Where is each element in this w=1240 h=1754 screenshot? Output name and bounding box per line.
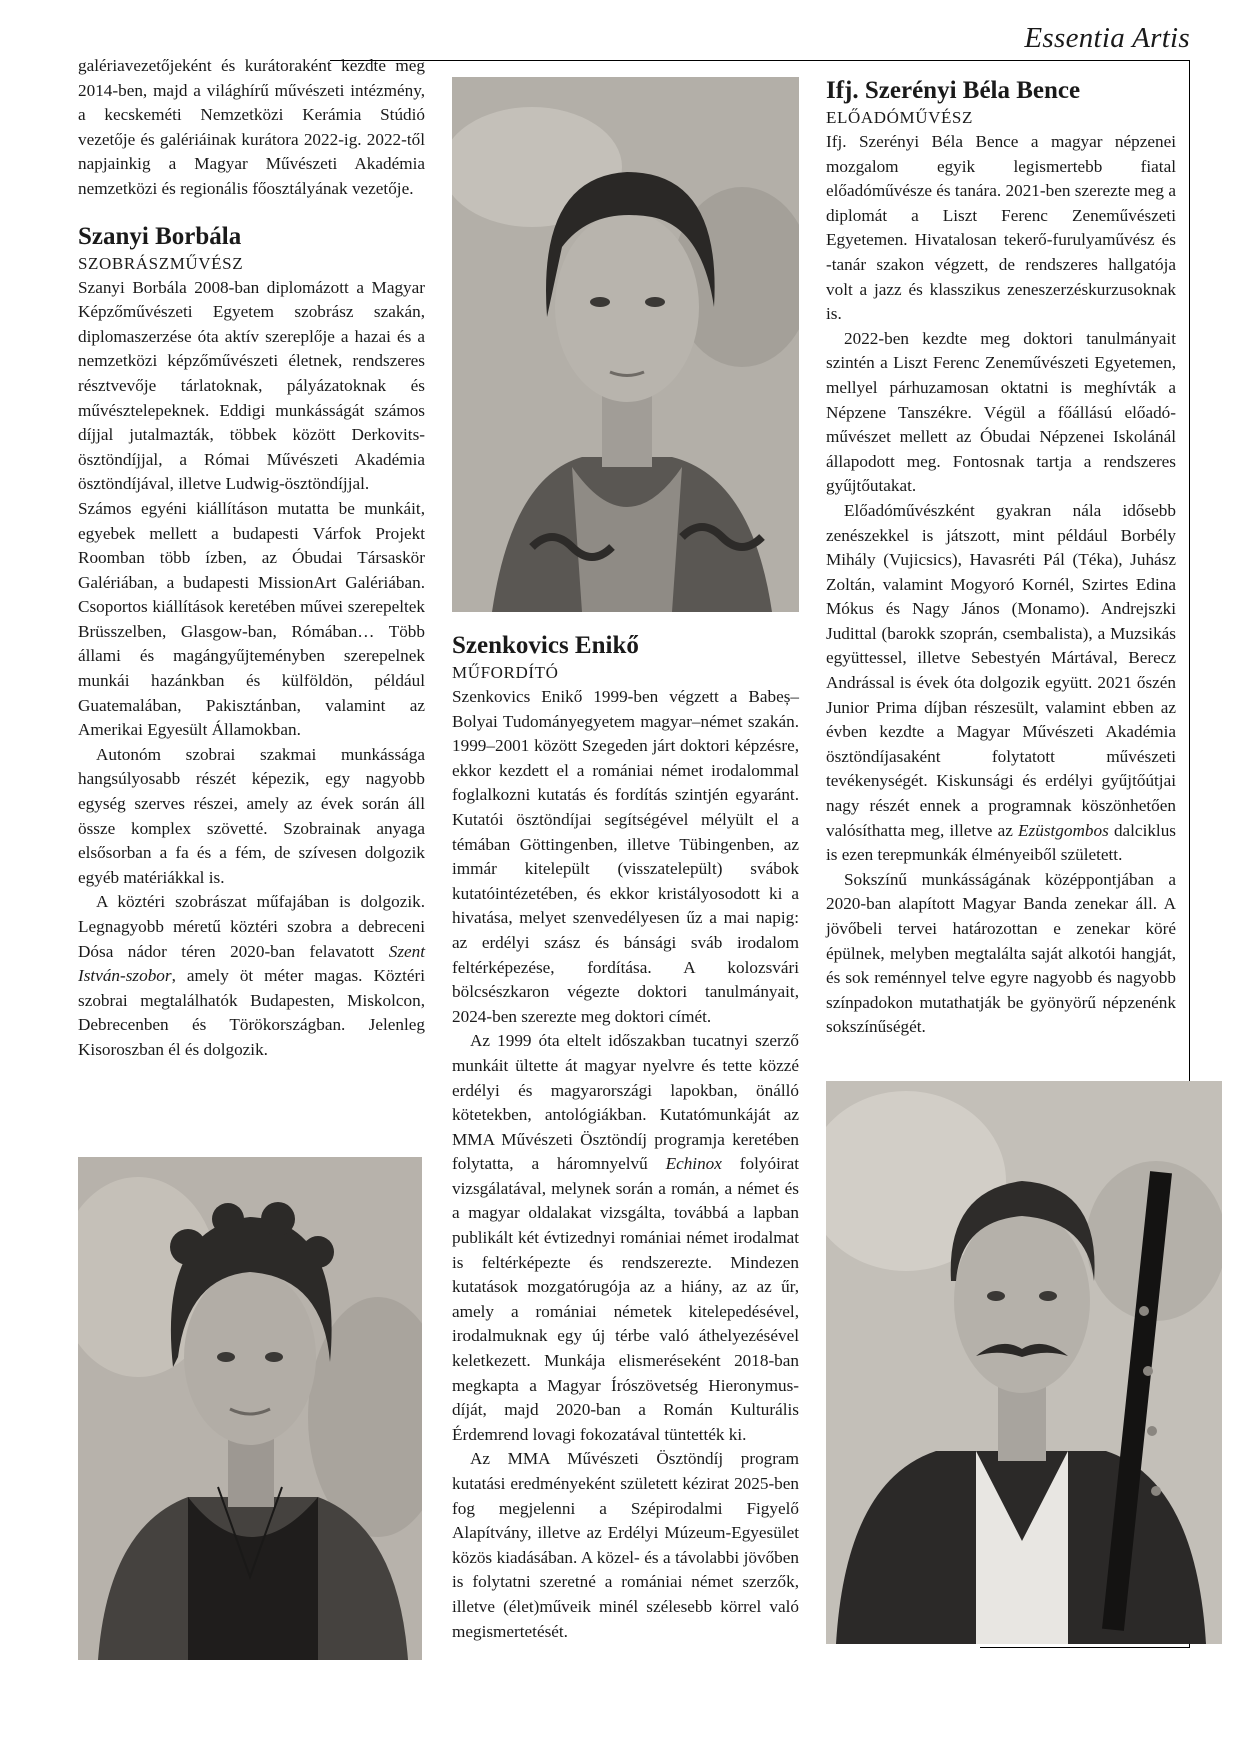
bio-paragraph: Az 1999 óta eltelt időszakban tucatnyi szerző munkáit ültette át magyar nyelvre és tette közzé erdélyi és magyarországi lapokban, önálló kötetekben, antológiákban. Kutatómunkáját az MMA Művészeti Ösztöndíj programja keretében folytatta, a háromnyelvű Echinox folyóirat vizsgálatával, melynek során a román, a német és a magyar oldalakat vizsgálta, továbbá a lapban publikált két évtizednyi romániai német irodalmat is feltérképezte és rendszerezte. Mindezen kutatások mozgatórugója az a hiány, az az űr, amely a romániai németek kitelepedésével, irodalmuknak egy új térbe való áthelyezésével keletkezett. Munkája elismeréseként 2018-ban megkapta a Magyar Írószövetség Hieronymus-díját, majd 2020-ban a Román Kulturális Érdemrend lovagi fokozatával tüntették ki.: [452, 1031, 799, 1444]
intro-continuation: galériavezetőjeként és kurátoraként kezdte meg 2014-ben, majd a világhírű művészeti intézmény, a kecskeméti Nemzetközi Kerámia Stúdió vezetője és galériáinak kurátora 2022-ig. 2022-től napjainkig a Magyar Művészeti Akadémia nemzetközi és regionális főosztályának vezetője.: [78, 56, 425, 198]
bio-paragraph: Számos egyéni kiállításon mutatta be munkáit, egyebek mellett a budapesti Várfok Projekt Roomban több ízben, az Óbudai Társaskör Galériában, a budapesti MissionArt Galériában. Csoportos kiállítások keretében művei szerepeltek Brüsszelben, Glasgow-ban, Rómában… Több állami és magángyűjteményben szerepelnek munkái hazánkban és külföldön, például Guatemalában, Pakisztánban, valamint az Amerikai Egyesült Államokban.: [78, 498, 425, 740]
artist-role: SZOBRÁSZMŰVÉSZ: [78, 253, 244, 273]
artist-role: MŰFORDÍTÓ: [452, 663, 559, 682]
artist-name: Szanyi Borbála: [78, 222, 242, 250]
portrait-photo-szenkovics: [452, 77, 799, 612]
artist-name: Ifj. Szerényi Béla Bence: [826, 77, 1081, 104]
bio-paragraph: 2022-ben kezdte meg doktori tanulmányait szintén a Liszt Ferenc Zeneművészeti Egyetemen, mellyel párhuzamosan oktatni is meghívták a Népzene Tanszékre. Végül a főállású előadó-művészet mellett az Óbudai Népzenei Iskolánál állapodott meg. Fontosnak tartja a rendszeres gyűjtőutakat.: [826, 328, 1176, 496]
bio-paragraph: A köztéri szobrászat műfajában is dolgozik. Legnagyobb méretű köztéri szobra a debreceni Dósa nádor téren 2020-ban felavatott Szent István-szobor, amely öt méter magas. Köztéri szobrai megtalálhatók Budapesten, Miskolcon, Debrecenben és Törökországban. Jelenleg Kisoroszban él és dolgozik.: [78, 892, 425, 1059]
column-szanyi: [78, 54, 425, 1063]
bio-paragraph: Az MMA Művészeti Ösztöndíj program kutatási eredményeként született kézirat 2025-ben fog megjelenni a Szépirodalmi Figyelő Alapítvány, illetve az Erdélyi Múzeum-Egyesület közös kiadásában. A közel- és a távolabbi jövőben is folytatni szeretné a romániai német szerzők, illetve (élet)műveik minél szélesebb körrel való megismertetését.: [452, 1449, 799, 1641]
artwork-title: Szent István-szobor: [78, 941, 425, 986]
bio-paragraph: Ifj. Szerényi Béla Bence a magyar népzenei mozgalom egyik legismertebb fiatal előadóművésze és tanára. 2021-ben szerezte meg a diplomát a Liszt Ferenc Zeneművészeti Egyetemen. Hivatalosan tekerő-furulyaművész és -tanár szakon végzett, de rendszeres hallgatója volt a jazz és klasszikus zeneszerzéskurzusoknak is.: [826, 132, 1176, 324]
portrait-photo-szanyi: [78, 1157, 422, 1660]
portrait-photo-szerenyi: [826, 1081, 1222, 1644]
bio-paragraph: Szenkovics Enikő 1999-ben végzett a Babeș–Bolyai Tudományegyetem magyar–német szakán. 1999–2001 között Szegeden járt doktori képzésre, ekkor kezdett el a romániai német irodalommal foglalkozni kutatás és fordítás szintjén egyaránt. Kutatói ösztöndíjai segítségével mélyült el a témában Göttingenben, illetve Tübingenben, az immár kitelepült (visszatelepült) svábok kutatóintézetében, és ekkor kristályosodott ki a hivatása, melyet szenvedélyesen űz a mai napig: az erdélyi szász és bánsági sváb irodalom feltérképezése, fordítása. A kolozsvári bölcsészkaron végezte doktori tanulmányait, 2024-ben szerezte meg doktori címét.: [452, 687, 799, 1026]
song-cycle-title: Ezüstgombos: [1018, 820, 1109, 840]
column-szenkovics: [452, 631, 799, 1644]
top-divider: [330, 60, 1190, 61]
bio-paragraph: Autonóm szobrai szakmai munkássága hangsúlyosabb részét képezik, egy nagyobb egység szerves részei, amely az évek során áll össze komplex szövetté. Szobrainak anyaga elsősorban a fa és a fém, de szívesen dolgozik egyéb matériákkal is.: [78, 744, 425, 887]
artist-role: ELŐADÓMŰVÉSZ: [826, 108, 973, 127]
column-szerenyi: [826, 76, 1176, 1040]
artist-name: Szenkovics Enikő: [452, 632, 639, 659]
bio-paragraph: Előadóművészként gyakran nála idősebb zenészekkel is játszott, mint például Borbély Mihály (Vujicsics), Havasréti Pál (Téka), Juhász Zoltán, valamint Mogyoró Kornél, Szirtes Edina Mókus és Nagy János (Monamo). Andrejszki Judittal (barokk szoprán, csembalista), a Muzsikás együttessel, illetve Sebestyén Mártával, Berecz Andrással is évek óta dolgozik együtt. 2021 őszén Junior Prima díjban részesült, valamint ebben az évben kezdte a Magyar Művészeti Akadémia ösztöndíjasaként folytatott művészeti tevékenységét. Kiskunsági és erdélyi gyűjtőútjai nagy részét ennek a programnak köszönhetően valósíthatta meg, illetve az Ezüstgombos dalciklus is ezen terepmunkák élményeiből született.: [826, 500, 1176, 865]
bottom-divider: [980, 1647, 1190, 1648]
bio-paragraph: Sokszínű munkásságának középpontjában a 2020-ban alapított Magyar Banda zenekar áll. A jövőbeli tervei határozottan e zenekar köré épülnek, melyben megtalálta saját alkotói hangját, és sok reménnyel telve egyre nagyobb és nagyobb színpadokon mutathatják be gyönyörű népzenénk sokszínűségét.: [826, 869, 1176, 1037]
running-title: Essentia Artis: [1024, 22, 1190, 54]
journal-title: Echinox: [665, 1154, 722, 1174]
bio-paragraph: Szanyi Borbála 2008-ban diplomázott a Magyar Képzőművészeti Egyetem szobrász szakán, diplomaszerzése óta aktív szereplője a hazai és a nemzetközi képzőművészeti életnek, rendszeres résztvevője tárlatoknak, pályázatoknak és művésztelepeknek. Eddigi munkásságát számos díjjal jutalmazták, többek között Derkovits-ösztöndíjjal, a Római Művészeti Akadémia ösztöndíjával, illetve Ludwig-ösztöndíjjal.: [78, 277, 425, 494]
